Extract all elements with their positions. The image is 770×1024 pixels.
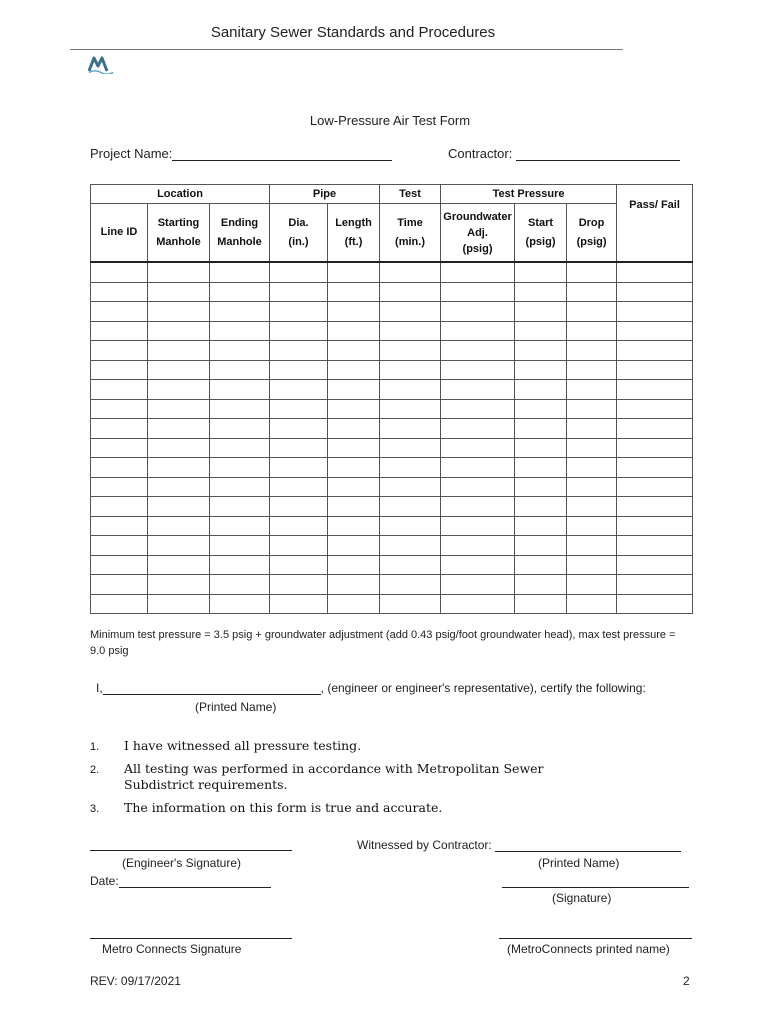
- table-cell[interactable]: [328, 321, 380, 341]
- table-cell[interactable]: [567, 282, 617, 302]
- table-cell[interactable]: [328, 477, 380, 497]
- col-dia-label-1: Dia.: [288, 216, 309, 229]
- contractor-signature-label: (Signature): [552, 891, 612, 905]
- table-cell[interactable]: [567, 380, 617, 400]
- table-body: [91, 262, 693, 614]
- form-title: Low-Pressure Air Test Form: [309, 113, 471, 128]
- table-cell[interactable]: [91, 380, 148, 400]
- table-cell[interactable]: [328, 438, 380, 458]
- table-cell[interactable]: [270, 536, 328, 556]
- list-text: The information on this form is true and accurate.: [124, 800, 443, 815]
- project-name-field[interactable]: [90, 146, 392, 161]
- table-cell[interactable]: [617, 380, 693, 400]
- table-cell[interactable]: [617, 438, 693, 458]
- table-cell[interactable]: [380, 438, 441, 458]
- col-line-id: [91, 204, 148, 263]
- table-cell[interactable]: [617, 516, 693, 536]
- contractor-line: [516, 146, 680, 161]
- table-cell[interactable]: [441, 341, 515, 361]
- table-cell[interactable]: [380, 282, 441, 302]
- col-starting-label-2: Manhole: [156, 235, 201, 248]
- table-cell[interactable]: [210, 399, 270, 419]
- table-cell[interactable]: [148, 419, 210, 439]
- table-cell[interactable]: [441, 282, 515, 302]
- col-start-pressure: [515, 204, 567, 263]
- table-cell[interactable]: [270, 458, 328, 478]
- witnessed-line: [495, 839, 681, 852]
- table-cell[interactable]: [328, 419, 380, 439]
- col-starting-label-1: Starting: [157, 216, 200, 229]
- table-row: [91, 360, 693, 380]
- table-cell[interactable]: [617, 360, 693, 380]
- table-cell[interactable]: [380, 380, 441, 400]
- cert-printed-name-label: (Printed Name): [195, 700, 277, 714]
- table-cell[interactable]: [515, 497, 567, 517]
- engineer-signature-label: (Engineer's Signature): [122, 856, 242, 870]
- table-row: [91, 594, 693, 614]
- table-cell[interactable]: [270, 321, 328, 341]
- table-cell[interactable]: [270, 262, 328, 282]
- table-cell[interactable]: [210, 302, 270, 322]
- engineer-signature-line[interactable]: [90, 850, 292, 851]
- table-cell[interactable]: [210, 321, 270, 341]
- col-drop: [567, 204, 617, 263]
- table-row: [91, 282, 693, 302]
- table-cell[interactable]: [617, 594, 693, 614]
- list-text: All testing was performed in accordance with Metropolitan Sewer Subdistrict requirements.: [124, 761, 544, 792]
- table-cell[interactable]: [617, 302, 693, 322]
- table-cell[interactable]: [441, 497, 515, 517]
- list-number: 3.: [90, 803, 100, 815]
- col-length-label-1: Length: [335, 216, 372, 229]
- table-cell[interactable]: [91, 438, 148, 458]
- table-cell[interactable]: [91, 282, 148, 302]
- col-drop-label-2: (psig): [576, 235, 607, 248]
- table-cell[interactable]: [270, 341, 328, 361]
- air-test-table: [90, 184, 693, 614]
- table-cell[interactable]: [567, 341, 617, 361]
- table-cell[interactable]: [210, 477, 270, 497]
- table-row: [91, 341, 693, 361]
- col-ending-manhole: [210, 204, 270, 263]
- table-cell[interactable]: [91, 477, 148, 497]
- table-row: [91, 516, 693, 536]
- certification-list: [90, 738, 690, 823]
- table-cell[interactable]: [210, 262, 270, 282]
- page-number: 2: [683, 974, 690, 988]
- col-starting-manhole: [148, 204, 210, 263]
- table-cell[interactable]: [270, 419, 328, 439]
- metro-signature-label: Metro Connects Signature: [102, 942, 242, 956]
- table-cell[interactable]: [515, 282, 567, 302]
- table-row: [91, 458, 693, 478]
- col-gw-label-1: Adj.: [467, 226, 488, 239]
- table-cell[interactable]: [91, 575, 148, 595]
- table-cell[interactable]: [328, 497, 380, 517]
- table-cell[interactable]: [567, 419, 617, 439]
- list-number: 2.: [90, 764, 100, 776]
- table-cell[interactable]: [515, 399, 567, 419]
- table-cell[interactable]: [270, 497, 328, 517]
- table-cell[interactable]: [441, 477, 515, 497]
- table-cell[interactable]: [148, 302, 210, 322]
- table-cell[interactable]: [148, 360, 210, 380]
- table-cell[interactable]: [328, 594, 380, 614]
- list-item: [90, 761, 690, 793]
- col-groundwater-adj: [441, 204, 515, 263]
- table-cell[interactable]: [328, 399, 380, 419]
- list-item: [90, 800, 690, 816]
- table-cell[interactable]: [148, 477, 210, 497]
- table-cell[interactable]: [210, 360, 270, 380]
- table-cell[interactable]: [441, 555, 515, 575]
- table-cell[interactable]: [91, 555, 148, 575]
- table-cell[interactable]: [148, 341, 210, 361]
- table-cell[interactable]: [91, 302, 148, 322]
- table-cell[interactable]: [515, 575, 567, 595]
- table-cell[interactable]: [617, 341, 693, 361]
- table-cell[interactable]: [515, 516, 567, 536]
- table-cell[interactable]: [515, 321, 567, 341]
- col-start-label-2: (psig): [525, 235, 556, 248]
- table-cell[interactable]: [380, 321, 441, 341]
- table-cell[interactable]: [91, 399, 148, 419]
- table-cell[interactable]: [567, 575, 617, 595]
- table-cell[interactable]: [380, 360, 441, 380]
- table-cell[interactable]: [515, 477, 567, 497]
- col-drop-label-1: Drop: [578, 216, 605, 229]
- table-cell[interactable]: [270, 594, 328, 614]
- table-cell[interactable]: [148, 536, 210, 556]
- table-row: [91, 497, 693, 517]
- table-cell[interactable]: [515, 458, 567, 478]
- col-ending-label-1: Ending: [220, 216, 259, 229]
- col-diameter: [270, 204, 328, 263]
- table-cell[interactable]: [270, 360, 328, 380]
- table-cell[interactable]: [515, 380, 567, 400]
- col-length-label-2: (ft.): [344, 235, 363, 248]
- table-cell[interactable]: [441, 360, 515, 380]
- table-cell[interactable]: [441, 516, 515, 536]
- certification-line: [96, 681, 646, 695]
- table-cell[interactable]: [441, 594, 515, 614]
- table-cell[interactable]: [567, 399, 617, 419]
- table-row: [91, 438, 693, 458]
- table-cell[interactable]: [617, 575, 693, 595]
- table-cell[interactable]: [210, 380, 270, 400]
- table-row: [91, 399, 693, 419]
- table-cell[interactable]: [328, 282, 380, 302]
- col-ending-label-2: Manhole: [217, 235, 262, 248]
- table-cell[interactable]: [380, 458, 441, 478]
- table-cell[interactable]: [380, 399, 441, 419]
- metro-logo-icon: [88, 54, 114, 74]
- table-cell[interactable]: [148, 497, 210, 517]
- table-cell[interactable]: [380, 302, 441, 322]
- project-name-label: Project Name:: [90, 146, 173, 161]
- table-cell[interactable]: [91, 516, 148, 536]
- table-row: [91, 380, 693, 400]
- header-rule: [70, 49, 623, 50]
- table-cell[interactable]: [617, 262, 693, 282]
- col-start-label-1: Start: [528, 216, 554, 229]
- table-cell[interactable]: [328, 555, 380, 575]
- table-cell[interactable]: [270, 282, 328, 302]
- revision-date: REV: 09/17/2021: [90, 974, 181, 988]
- table-cell[interactable]: [91, 536, 148, 556]
- table-cell[interactable]: [148, 594, 210, 614]
- table-row: [91, 302, 693, 322]
- table-cell[interactable]: [380, 516, 441, 536]
- col-gw-label-0: Groundwater: [443, 210, 512, 223]
- table-cell[interactable]: [91, 360, 148, 380]
- table-cell[interactable]: [441, 438, 515, 458]
- table-cell[interactable]: [515, 302, 567, 322]
- table-cell[interactable]: [270, 477, 328, 497]
- cert-suffix: , (engineer or engineer's representative), certify the following:: [320, 681, 646, 695]
- table-cell[interactable]: [380, 477, 441, 497]
- col-time: [380, 204, 441, 263]
- table-cell[interactable]: [148, 458, 210, 478]
- table-cell[interactable]: [617, 458, 693, 478]
- table-cell[interactable]: [148, 516, 210, 536]
- table-cell[interactable]: [441, 399, 515, 419]
- table-cell[interactable]: [270, 516, 328, 536]
- col-time-label-1: Time: [397, 216, 423, 229]
- table-cell[interactable]: [515, 555, 567, 575]
- header-title: Sanitary Sewer Standards and Procedures: [210, 24, 496, 41]
- table-cell[interactable]: [441, 380, 515, 400]
- table-cell[interactable]: [270, 438, 328, 458]
- table-cell[interactable]: [210, 438, 270, 458]
- table-row: [91, 555, 693, 575]
- table-cell[interactable]: [567, 497, 617, 517]
- table-cell[interactable]: [515, 360, 567, 380]
- table-cell[interactable]: [617, 497, 693, 517]
- table-cell[interactable]: [617, 321, 693, 341]
- table-cell[interactable]: [617, 399, 693, 419]
- table-cell[interactable]: [441, 458, 515, 478]
- header-pipe: Pipe: [270, 185, 380, 204]
- table-cell[interactable]: [380, 341, 441, 361]
- table-cell[interactable]: [380, 262, 441, 282]
- table-row: [91, 321, 693, 341]
- table-cell[interactable]: [210, 555, 270, 575]
- table-cell[interactable]: [210, 282, 270, 302]
- table-cell[interactable]: [441, 321, 515, 341]
- table-cell[interactable]: [380, 575, 441, 595]
- table-cell[interactable]: [210, 419, 270, 439]
- table-cell[interactable]: [210, 458, 270, 478]
- list-item: [90, 738, 690, 754]
- table-cell[interactable]: [617, 282, 693, 302]
- table-cell[interactable]: [515, 438, 567, 458]
- contractor-signature-line[interactable]: [502, 887, 689, 888]
- table-cell[interactable]: [515, 594, 567, 614]
- table-cell[interactable]: [210, 575, 270, 595]
- table-cell[interactable]: [567, 536, 617, 556]
- table-cell[interactable]: [567, 458, 617, 478]
- table-cell[interactable]: [515, 341, 567, 361]
- table-cell[interactable]: [210, 516, 270, 536]
- table-cell[interactable]: [617, 536, 693, 556]
- table-cell[interactable]: [328, 536, 380, 556]
- table-cell[interactable]: [148, 282, 210, 302]
- table-cell[interactable]: [328, 302, 380, 322]
- table-cell[interactable]: [91, 341, 148, 361]
- table-cell[interactable]: [515, 536, 567, 556]
- table-cell[interactable]: [328, 341, 380, 361]
- table-cell[interactable]: [91, 262, 148, 282]
- table-cell[interactable]: [441, 575, 515, 595]
- table-cell[interactable]: [441, 262, 515, 282]
- col-dia-label-2: (in.): [288, 235, 309, 248]
- header-test-pressure: Test Pressure: [441, 185, 617, 204]
- contractor-printed-name-label: (Printed Name): [538, 856, 620, 870]
- table-cell[interactable]: [270, 575, 328, 595]
- table-cell[interactable]: [567, 262, 617, 282]
- table-cell[interactable]: [328, 360, 380, 380]
- table-cell[interactable]: [441, 419, 515, 439]
- table-cell[interactable]: [380, 594, 441, 614]
- list-number: 1.: [90, 741, 100, 753]
- table-cell[interactable]: [567, 302, 617, 322]
- engineer-name-line[interactable]: [103, 681, 321, 695]
- table-cell[interactable]: [148, 262, 210, 282]
- table-cell[interactable]: [148, 380, 210, 400]
- list-text: I have witnessed all pressure testing.: [124, 738, 362, 753]
- table-cell[interactable]: [567, 477, 617, 497]
- table-cell[interactable]: [91, 497, 148, 517]
- col-time-label-2: (min.): [395, 235, 425, 248]
- table-cell[interactable]: [567, 321, 617, 341]
- table-cell[interactable]: [380, 536, 441, 556]
- table-row: [91, 419, 693, 439]
- table-cell[interactable]: [270, 302, 328, 322]
- table-cell[interactable]: [148, 575, 210, 595]
- table-cell[interactable]: [210, 497, 270, 517]
- table-cell[interactable]: [148, 399, 210, 419]
- table-cell[interactable]: [270, 555, 328, 575]
- table-cell[interactable]: [210, 594, 270, 614]
- table-cell[interactable]: [441, 536, 515, 556]
- contractor-field[interactable]: [448, 146, 680, 161]
- table-cell[interactable]: [515, 262, 567, 282]
- table-row: [91, 536, 693, 556]
- table-cell[interactable]: [210, 341, 270, 361]
- table-cell[interactable]: [380, 497, 441, 517]
- metro-signature-line[interactable]: [90, 938, 292, 939]
- header-location: Location: [91, 185, 270, 204]
- contractor-label: Contractor:: [448, 146, 513, 161]
- table-cell[interactable]: [91, 594, 148, 614]
- header-test: Test: [380, 185, 441, 204]
- witnessed-label: Witnessed by Contractor:: [357, 838, 492, 852]
- table-cell[interactable]: [617, 477, 693, 497]
- table-cell[interactable]: [148, 321, 210, 341]
- minimum-pressure-note: Minimum test pressure = 3.5 psig + groundwater adjustment (add 0.43 psig/foot groundwater head), max test pressure = 9.0 psig: [90, 629, 676, 657]
- table-cell[interactable]: [567, 360, 617, 380]
- date-line: [119, 875, 271, 888]
- table-cell[interactable]: [567, 516, 617, 536]
- table-cell[interactable]: [617, 555, 693, 575]
- table-cell[interactable]: [210, 536, 270, 556]
- table-cell[interactable]: [270, 380, 328, 400]
- cert-prefix: I,: [96, 681, 103, 695]
- metro-printed-name-line[interactable]: [499, 938, 692, 939]
- project-name-line: [172, 146, 392, 161]
- table-cell[interactable]: [148, 555, 210, 575]
- table-cell[interactable]: [91, 321, 148, 341]
- col-gw-label-2: (psig): [462, 242, 493, 255]
- table-cell[interactable]: [148, 438, 210, 458]
- table-cell[interactable]: [328, 458, 380, 478]
- date-label: Date:: [90, 874, 119, 888]
- table-cell[interactable]: [328, 575, 380, 595]
- table-row: [91, 575, 693, 595]
- table-cell[interactable]: [567, 594, 617, 614]
- table-cell[interactable]: [515, 419, 567, 439]
- table-cell[interactable]: [380, 419, 441, 439]
- table-cell[interactable]: [91, 419, 148, 439]
- table-cell[interactable]: [567, 438, 617, 458]
- col-length: [328, 204, 380, 263]
- date-field[interactable]: [90, 874, 271, 888]
- table-row: [91, 262, 693, 282]
- table-cell[interactable]: [380, 555, 441, 575]
- header-pass-fail: Pass/ Fail: [617, 185, 693, 263]
- table-cell[interactable]: [617, 419, 693, 439]
- witnessed-field[interactable]: [357, 838, 681, 852]
- table-cell[interactable]: [328, 262, 380, 282]
- col-line-id-label: Line ID: [100, 226, 138, 238]
- table-row: [91, 477, 693, 497]
- table-cell[interactable]: [441, 302, 515, 322]
- table-cell[interactable]: [328, 516, 380, 536]
- metro-printed-name-label: (MetroConnects printed name): [507, 942, 670, 956]
- table-cell[interactable]: [567, 555, 617, 575]
- table-cell[interactable]: [328, 380, 380, 400]
- table-cell[interactable]: [91, 458, 148, 478]
- table-cell[interactable]: [270, 399, 328, 419]
